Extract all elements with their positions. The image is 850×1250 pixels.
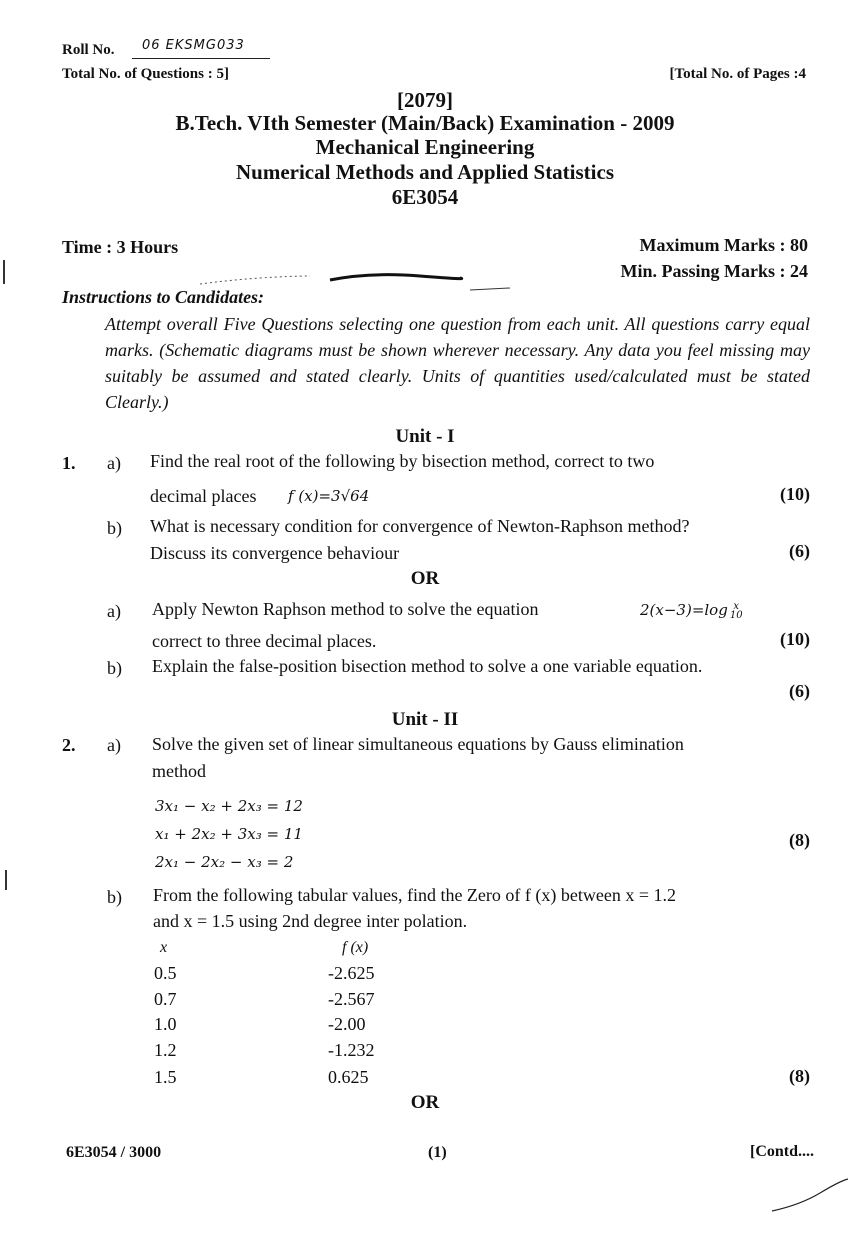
q2b-label: b) (107, 887, 122, 907)
q1a-text-line1: Find the real root of the following by bisection method, correct to two (150, 451, 655, 471)
q2b-marks: (8) (789, 1066, 810, 1086)
q2b-text-line1: From the following tabular values, find the Zero of f (x) between x = 1.2 (153, 885, 677, 905)
table-x-value: 1.2 (154, 1040, 177, 1060)
table-fx-value: -2.567 (328, 989, 375, 1009)
roll-underline (132, 58, 270, 59)
q1c-equation-sub: 10 (729, 610, 743, 621)
continued-note: [Contd.... (749, 1143, 814, 1160)
q2a-text-line2: method (152, 761, 206, 781)
min-passing-marks: Min. Passing Marks : 24 (620, 261, 808, 281)
q1d-marks: (6) (789, 681, 810, 701)
exam-title: B.Tech. VIth Semester (Main/Back) Examination - 2009 (175, 111, 675, 135)
q1b-marks: (6) (789, 541, 810, 561)
q2a-text-line1: Solve the given set of linear simultaneous equations by Gauss elimination (152, 734, 684, 754)
instructions-text: Attempt overall Five Questions selecting one question from each unit. All questions carry equal marks. (Schematic diagrams must be shown wherever necessary. Any data you feel missing may suitably be assumed and stated clearly. Units of quantities used/calculated must be stated Clearly.) (105, 314, 810, 412)
scan-left-edge-marks (0, 250, 10, 900)
equation-1: 3x₁ − x₂ + 2x₃ = 12 (155, 797, 303, 815)
question-2-number: 2. (62, 735, 76, 755)
total-pages: [Total No. of Pages :4 (669, 66, 806, 82)
unit-2-heading: Unit - II (391, 709, 459, 730)
scan-edge-mark (770, 1175, 850, 1215)
q1c-equation-main: 2(x−3)=log (640, 601, 728, 619)
maximum-marks: Maximum Marks : 80 (639, 235, 808, 255)
subject-code: 6E3054 (391, 185, 459, 209)
unit-1-heading: Unit - I (395, 426, 455, 447)
table-header-fx: f (x) (342, 939, 369, 956)
equation-3: 2x₁ − 2x₂ − x₃ = 2 (155, 853, 294, 871)
footer-code: 6E3054 / 3000 (66, 1144, 162, 1161)
q1c-equation (640, 601, 743, 620)
q2b-text-line2: and x = 1.5 using 2nd degree inter polation. (153, 911, 468, 931)
q2a-label: a) (107, 735, 121, 755)
table-fx-value: 0.625 (328, 1067, 369, 1087)
q1a-text-line2: decimal places (150, 486, 257, 506)
table-fx-value: -2.00 (328, 1014, 366, 1034)
subject-title: Numerical Methods and Applied Statistics (235, 160, 615, 184)
table-x-value: 1.5 (154, 1067, 177, 1087)
time-allowed: Time : 3 Hours (62, 237, 179, 257)
q1a-label: a) (107, 453, 121, 473)
q2a-marks: (8) (789, 830, 810, 850)
q1b-label: b) (107, 518, 122, 538)
q1b-text-line2: Discuss its convergence behaviour (150, 543, 400, 563)
page-number: (1) (428, 1144, 447, 1161)
roll-label: Roll No. (62, 42, 115, 58)
instructions-heading: Instructions to Candidates: (62, 287, 265, 307)
q1c-marks: (10) (780, 629, 810, 649)
q1c-text-line1: Apply Newton Raphson method to solve the equation (152, 599, 539, 619)
q1d-text-line1: Explain the false-position bisection method to solve a one variable equation. (152, 656, 703, 676)
q1c-equation-sup: x (733, 601, 740, 612)
q1a-equation: f (x)=3√64 (288, 487, 370, 505)
q1c-text-line2: correct to three decimal places. (152, 631, 377, 651)
roll-value: 06 EKSMG033 (142, 38, 245, 53)
table-fx-value: -2.625 (328, 963, 375, 983)
table-x-value: 1.0 (154, 1014, 177, 1034)
question-1-number: 1. (62, 453, 76, 473)
unit-1-or: OR (410, 568, 440, 589)
q1d-label: b) (107, 658, 122, 678)
q1a-marks: (10) (780, 484, 810, 504)
table-x-value: 0.7 (154, 989, 177, 1009)
unit-2-or: OR (410, 1092, 440, 1113)
equation-2: x₁ + 2x₂ + 3x₃ = 11 (155, 825, 303, 843)
q1c-label: a) (107, 601, 121, 621)
table-fx-value: -1.232 (328, 1040, 375, 1060)
table-header-x: x (160, 939, 168, 956)
q1b-text-line1: What is necessary condition for convergence of Newton-Raphson method? (150, 516, 690, 536)
total-questions: Total No. of Questions : 5] (62, 66, 229, 82)
table-x-value: 0.5 (154, 963, 177, 983)
paper-code: [2079] (397, 88, 453, 112)
branch-title: Mechanical Engineering (315, 135, 535, 159)
